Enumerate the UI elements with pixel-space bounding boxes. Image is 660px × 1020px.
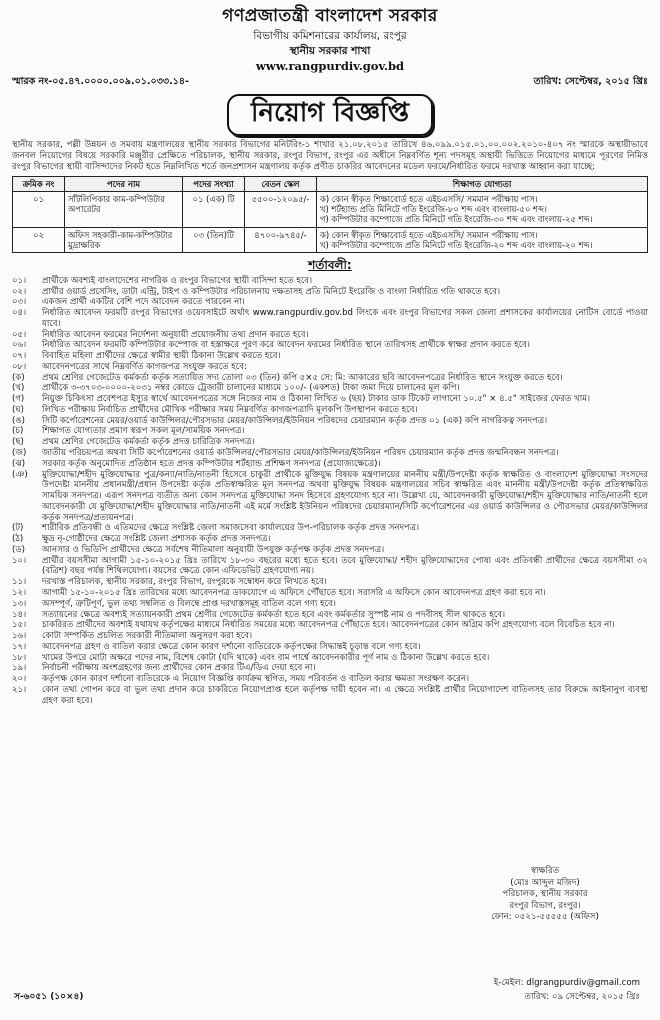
condition-number: (ছ) [12,437,24,448]
condition-item [12,556,648,578]
condition-text: প্রথম শ্রেণির গেজেটেড কর্মকর্তা কর্তৃক প্রদত্ত চারিত্রিক সনদপত্র। [42,437,255,448]
condition-number: ০১। [12,275,27,286]
condition-text: চাকরিরত প্রার্থীদের অবশ্যই যথাযথ কর্তৃপক্ষের মাধ্যমে নির্ধারিত সময়ের মধ্যে আবেদনপত্র পৌঁছাতে হবে। আবেদনপত্রের কোন অগ্রিম কপি গ্রহণযোগ্য বলে বিবেচিত হবে না। [42,620,615,631]
header-count: পদের সংখ্যা [183,176,245,191]
condition-number: ১২। [12,587,27,598]
memo-date: তারিখ: সেপ্টেম্বর, ২০১৫ খ্রিঃ [533,76,648,88]
condition-item [12,437,648,448]
row-count: ০৩ (তিন)টি [183,227,245,253]
condition-number: ০৬। [12,340,27,351]
condition-number: ০৪। [12,308,27,319]
signature-block [450,866,640,924]
signature-date: তারিখ: ০৯ সেপ্টেম্বর, ২০১৫ খ্রিঃ [524,992,640,1002]
condition-number: (ড) [12,544,25,555]
condition-item [12,373,648,384]
qualification-line: গ) কম্পিউটার কম্পোজে প্রতি মিনিটে গতি ইংরেজি-৩০ শব্দ এবং বাংলায়-২৫ শব্দ। [320,214,593,225]
condition-item [12,362,648,373]
header-qualification: শিক্ষাগত যোগ্যতা [317,176,648,191]
condition-item [12,663,648,674]
condition-number: ১৩। [12,598,27,609]
notice-title: নিয়োগ বিজ্ঞপ্তি [227,94,433,136]
condition-text: খামের উপরে মোটা অক্ষরে পদের নাম, বিশেষ কোটা (যদি থাকে) এবং বাম পার্শ্বে আবেদনকারীর পূর্ণ নাম ও ঠিকানা উল্লেখ করতে হবে। [42,652,490,663]
condition-number: ১৮। [12,652,27,663]
condition-text: আবেদনপত্রের সাথে নিম্নবর্ণিত কাগজপত্র সংযুক্ত করতে হবে: [42,361,247,372]
condition-number: (খ) [12,383,25,394]
condition-number: (ট) [12,523,24,534]
condition-number: (ঞ) [12,469,28,480]
row-post: অফিস সহকারী-কাম-কম্পিউটার মুদ্রাক্ষরিক [65,227,183,253]
row-serial: ০২ [13,227,65,253]
publication-code: স-৬০৫১ (১০×৪) [14,992,84,1002]
condition-text: একজন প্রার্থী একটির বেশি পদে আবেদন করতে পারবেন না। [42,297,245,308]
table-row [13,191,648,227]
condition-number: (গ) [12,394,25,405]
qualification-line: ক) কোন স্বীকৃত শিক্ষাবোর্ড হতে এইচএসসি/ সমমান পরীক্ষায় পাস। [320,229,538,240]
row-serial: ০১ [13,191,65,227]
conditions-list [12,276,648,707]
condition-item [12,297,648,308]
signatory-designation: পরিচালক, স্থানীয় সরকার [502,889,588,900]
header-serial: ক্রমিক নং [13,176,65,191]
condition-item [12,340,648,351]
condition-item [12,459,648,470]
condition-item [12,642,648,653]
condition-number: ২১। [12,684,27,695]
table-row [13,227,648,253]
condition-text: জাতীয় পরিচয়পত্র অথবা সিটি কর্পোরেশনের ওয়ার্ড কাউন্সিলর/পৌরসভার মেয়র/কাউন্সিলর/ইউনিয়ন পরিষদ চেয়ারম্যান কর্তৃক প্রদত্ত জন্মনিবন্ধন সনদপত্র। [42,448,559,459]
condition-item [12,383,648,394]
condition-item [12,276,648,287]
conditions-title: শর্তাবলী: [308,258,352,273]
condition-item [12,470,648,524]
condition-text: প্রার্থীকে ৩-৩৭০৩-০০০০-২০৩১ নম্বর কোডে ট্রেজারী চালানের মাধ্যমে ১০০/- (একশত) টাকা জমা দিয়ে চালানের মূল কপি। [42,383,460,394]
condition-number: ১৬। [12,631,27,642]
condition-text: মুক্তিযোদ্ধা/শহীদ মুক্তিযোদ্ধার পুত্র/কন্যা/নাতি/নাতনী হিসেবে চাকুরী প্রার্থীকে মুক্তিযুদ্ধ বিষয়ক মন্ত্রণালয়ের মাননীয় মন্ত্রী/উপদেষ্টা কর্তৃক স্বাক্ষরিত ও বাংলাদেশ মুক্তিযোদ্ধা সংসদের উপদেষ্টা মাননীয় প্রধানমন্ত্রী/প্রধান উপদেষ্টা কর্তৃক প্রতিস্বাক্ষরিত মূল সনদপত্র অথবা মুক্তিযুদ্ধ বিষয়ক মন্ত্রণালয়ের সচিব স্বাক্ষরিত এবং মাননীয় মন্ত্রী/উপদেষ্টা কর্তৃক প্রতিস্বাক্ষরিত সাময়িক সনদপত্র। এরূপ সনদপত্র ব্যতীত অন্য কোন সনদপত্র মুক্তিযোদ্ধা সনদ হিসেবে গ্রহণযোগ্য হবে না। উল্লেখ্য যে, আবেদনকারী মুক্তিযোদ্ধা/শহীদ মুক্তিযোদ্ধার নাতি/নাতনী হলে আবেদনকারী যে মুক্তিযোদ্ধা/শহীদ মুক্তিযোদ্ধার নাতি/নাতনী এই মর্মে সংশ্লিষ্ট ইউনিয়ন পরিষদের চেয়ারম্যান/সিটি কর্পোরেশনের এর ওয়ার্ড কাউন্সিলর ও পৌরসভার মেয়র/কাউন্সিলর কর্তৃক সনদপত্র/প্রত্যয়নপত্র। [42,469,648,523]
condition-number: ০৭। [12,351,27,362]
condition-text: প্রার্থীকে অবশ্যই বাংলাদেশের নাগরিক ও রংপুর বিভাগের স্থায়ী বাসিন্দা হতে হবে। [42,275,313,286]
website-text: www.rangpurdiv.gov.bd [255,59,405,74]
condition-text: কর্তৃপক্ষ কোন কারণ দর্শানো ব্যতিরেকে এ নিয়োগ বিজ্ঞপ্তি কার্যক্রম স্থগিত, সময় পরিবর্তন ও বাতিল করার ক্ষমতা সংরক্ষণ করেন। [42,674,470,685]
condition-item [12,588,648,599]
row-qualifications [317,227,648,253]
condition-text: প্রার্থীর ওয়ার্ড প্রসেসিং, ডাটা এন্ট্রি, টাইপ ও কম্পিউটার পরিচালনায় দক্ষতাসহ প্রতি মিনিটে ইংরেজি ও বাংলা নির্ধারিত গতি থাকতে হবে। [42,286,501,297]
signature-label: স্বাক্ষরিত [530,866,560,876]
condition-number: ১৫। [12,620,27,631]
condition-item [12,631,648,642]
title-wrap [12,94,648,136]
condition-text: নির্ধারিত আবেদন ফরমটি রংপুর বিভাগের ওয়েবসাইটে অর্থাৎ www.rangpurdiv.gov.bd লিংকে এবং রংপুর বিভাগের সকল জেলা প্রশাসকের কার্যালয়ের নোটিস বোর্ডে পাওয়া যাবে। [42,308,648,329]
condition-item [12,405,648,416]
row-scale: ৫৫০০-১২০৯৫/- [245,191,317,227]
condition-number: (জ) [12,448,27,459]
condition-number: ১১। [12,577,27,588]
condition-item [12,416,648,427]
condition-text: কোটা সম্পর্কিত প্রচলিত সরকারী নীতিমালা অনুসরণ করা হবে। [42,631,253,642]
condition-text: শিক্ষাগত যোগ্যতার প্রমাণ স্বরূপ সকল মূল/সাময়িক সনদপত্র। [42,426,245,437]
condition-number: ১৯। [12,663,27,674]
memo-row [12,76,648,88]
condition-number: (ক) [12,372,25,383]
condition-text: আনসার ও ভিডিপি প্রার্থীদের ক্ষেত্রে সর্বশেষ নীতিমালা অনুযায়ী উপযুক্ত কর্তৃপক্ষ কর্তৃক প্রদত্ত সনদপত্র। [42,544,385,555]
condition-number: ০৮। [12,361,27,372]
condition-text: নিয়ুক্ত চিকিৎসা প্রবেশপত্র ইস্যুর স্বার্থে আবেদনপত্রের সঙ্গে নিজের নাম ও ঠিকানা লিখিত ৬ (ছয়) টাকার ডাক টিকেট লাগানো ১০.৫" × ৪.৫" সাইজের ফেরত খাম। [42,394,591,405]
condition-text: কোন তথ্য গোপন করে বা ভুল তথ্য প্রদান করে চাকরিতে নিয়োগপ্রাপ্ত হলে কর্তৃপক্ষ দায়ী হবেন না। এ ক্ষেত্রে সংশ্লিষ্ট প্রার্থীর নিয়োগাদেশ বাতিলসহ তার বিরুদ্ধে আইনানুগ ব্যবস্থা গ্রহণ করা হবে। [42,684,648,706]
condition-number: (ঙ) [12,415,25,426]
condition-item [12,287,648,298]
office-email: ই-মেইল: dlgrangpurdiv@gmail.com [493,978,640,988]
header-post: পদের নাম [65,176,183,191]
condition-item [12,685,648,707]
condition-text: লিখিত পরীক্ষায় নির্বাচিত প্রার্থীদের মৌখিক পরীক্ষার সময় নিম্নবর্ণিত কাগজপত্রাদি মূলকপি উপস্থাপন করতে হবে। [42,404,418,415]
condition-text: আবেদনপত্র গ্রহণ ও বাতিল করার ক্ষেত্রে কোন কারণ দর্শানো ব্যতিরেকে কর্তৃপক্ষের সিদ্ধান্তই চূড়ান্ত বলে গণ্য হবে। [42,641,421,652]
condition-item [12,599,648,610]
condition-text: সত্যায়নের ক্ষেত্রে অবশ্যই সত্যায়নকারী প্রথম শ্রেণীর গেজেটেড কর্মকর্তা হতে হবে এবং কর্মকর্তার সুস্পষ্ট নাম ও পদবীসহ সীল থাকতে হবে। [42,609,506,620]
government-name: গণপ্রজাতন্ত্রী বাংলাদেশ সরকার [222,6,438,26]
row-scale: ৪৭০০-৯৭৪৫/- [245,227,317,253]
condition-text: নির্ধারিত আবেদন ফরমের নির্দেশনা অনুযায়ী প্রয়োজনীয় তথ্য প্রদান করতে হবে। [42,329,309,340]
qualification-line: খ) কম্পিউটার কম্পোজে প্রতি মিনিটে গতি ইংরেজি-২০ শব্দ এবং বাংলায়-২০ শব্দ। [320,239,593,250]
condition-number: ০৩। [12,297,27,308]
condition-item [12,308,648,330]
row-post: সাঁটলিপিকার কাম-কম্পিউটার অপারেটর [65,191,183,227]
condition-text: ক্ষুদ্র নৃ-গোষ্ঠীদের ক্ষেত্রে সংশ্লিষ্ট জেলা প্রশাসক কর্তৃক প্রদত্ত সনদপত্র। [42,534,271,545]
header-scale: বেতন স্কেল [245,176,317,191]
condition-number: (চ) [12,426,24,437]
office-phone: ফোন: ০৫২১-৫৫৫৫৫ (অফিস) [491,912,599,923]
condition-text: নির্ধারিত আবেদন ফরমটি কম্পিউটার কম্পোজ বা হস্তাক্ষরে পূরণ করে আবেদন ফরমের নির্ধারিত স্থানে তারিখসহ প্রার্থীকে স্বাক্ষর প্রদান করতে হবে। [42,340,530,351]
signatory-name: (মোঃ আব্দুল মজিদ) [510,877,580,888]
condition-item [12,351,648,362]
condition-item [12,523,648,534]
notice-page [6,0,654,1012]
condition-text: অসম্পূর্ণ, ত্রুটিপূর্ণ, ভুল তথ্য সম্বলিত ও বিলম্বে প্রাপ্ত দরখাস্তসমূহ বাতিল বলে গণ্য হবে। [42,598,336,609]
condition-item [12,330,648,341]
condition-item [12,653,648,664]
condition-number: (ঠ) [12,534,24,545]
qualification-line: খ) শর্টহ্যান্ড প্রতি মিনিটে গতি ইংরেজি-৮০ শব্দ এবং বাংলায়-৫০ শব্দ। [320,204,547,215]
condition-item [12,620,648,631]
posts-table [12,176,648,254]
condition-number: ১৭। [12,641,27,652]
table-header-row [13,176,648,191]
condition-text: নির্বাচনী পরীক্ষায় অংশগ্রহণের জন্য প্রার্থীদের কোন প্রকার টিএ/ডিএ দেয়া হবে না। [42,663,316,674]
row-count: ০১ (এক) টি [183,191,245,227]
condition-item [12,577,648,588]
condition-item [12,610,648,621]
memo-number: স্মারক নং-০৫.৪৭.০০০০.০০৯.০১.০৩৩.১৪- [12,76,189,88]
condition-number: ১৪। [12,609,27,620]
condition-item [12,534,648,545]
signatory-division: রংপুর বিভাগ, রংপুর। [509,900,581,911]
branch-name: স্থানীয় সরকার শাখা [289,44,371,57]
condition-text: সিটি কর্পোরেশনের মেয়র/ওয়ার্ড কাউন্সিলর/পৌরসভার মেয়র/কাউন্সিলর/ইউনিয়ন পরিষদের চেয়ারম্যান কর্তৃক প্রদত্ত ০১ (এক) কপি নাগরিকত্ব সনদপত্র। [42,415,548,426]
condition-text: শারীরিক প্রতিবন্ধী ও এতিমদের ক্ষেত্রে সংশ্লিষ্ট জেলা সমাজসেবা কার্যালয়ের উপ-পরিচালক কর্তৃক প্রদত্ত সনদপত্র। [42,523,420,534]
condition-text: প্রথম শ্রেণির গেজেটেড কর্মকর্তা কর্তৃক সত্যায়িত সদ্য তোলা ০৩ (তিন) কপি ৫×৫ সে: মি: আকারের ছবি আবেদনপত্রের নির্ধারিত স্থানে সংযুক্ত করতে হবে। [42,372,563,383]
qualification-line: ক) কোন স্বীকৃত শিক্ষাবোর্ড হতে এইচএসসি/ সমমান পরীক্ষায় পাস। [320,193,538,204]
condition-text: বিবাহিত মহিলা প্রার্থীদের ক্ষেত্রে স্বামীর স্থায়ী ঠিকানা উল্লেখ করতে হবে। [42,351,281,362]
condition-text: দরখাস্ত পরিচালক, স্থানীয় সরকার, রংপুর বিভাগ, রংপুরকে সম্বোধন করে লিখতে হবে। [42,577,327,588]
condition-number: (ঝ) [12,458,26,469]
condition-number: ০৫। [12,329,27,340]
condition-item [12,426,648,437]
office-name: বিভাগীয় কমিশনারের কার্যালয়, রংপুর [253,29,407,42]
intro-paragraph: স্থানীয় সরকার, পল্লী উন্নয়ন ও সমবায় মন্ত্রণালয়ের স্থানীয় সরকার বিভাগের মনিটরিং-১ শাখার ২১.০৮.২০১৫ তারিখে ৪৬.০৯৯.০১৫.০১.০০.০০২.২০১০-৪০৭ নং স্মারকে অস্থায়ীভাবে জনবল নিয়োগের বিষয়ে সরকারি মঞ্জুরীর প্রেক্ষিতে পরিচালক, স্থানীয় সরকার, রংপুর বিভাগ, রংপুর এর অধীনে নিম্নবর্ণিত শূন্য পদসমূহ অস্থায়ী ভিত্তিতে নিয়োগের মাধ্যমে পূরণের নিমিত্ত রংপুর বিভাগের স্থায়ী বাসিন্দাদের নিকট হতে নিম্নলিখিত শর্তে জনপ্রশাসন মন্ত্রণালয় কর্তৃক প্রণীত চাকরির আবেদনের মডেল ফরমে/নির্ধারিত ফরমে দরখাস্ত আহ্বান করা যাচ্ছে: [12,139,648,172]
condition-item [12,545,648,556]
condition-number: ২০। [12,674,27,685]
condition-text: প্রার্থীর বয়সসীমা আগামী ১৫-১০-২০১৫ খ্রিঃ তারিখে ১৮-৩০ বছরের মধ্যে হতে হবে। তবে মুক্তিযোদ্ধা/ শহীদ মুক্তিযোদ্ধাদের পোষ্য এবং প্রতিবন্ধী প্রার্থীদের ক্ষেত্রে বয়সসীমা ৩২ (বত্রিশ) বছর পর্যন্ত শিথিলযোগ্য। বয়সের ক্ষেত্রে কোন এফিডেভিট গ্রহণযোগ্য নয়। [42,555,648,577]
row-qualifications [317,191,648,227]
condition-text: সরকার কর্তৃক অনুমোদিত প্রতিষ্ঠান হতে প্রদত্ত কম্পিউটার শর্টহ্যান্ড প্রশিক্ষণ সনদপত্র (প্রযোজ্যক্ষেত্রে)। [42,458,381,469]
condition-item [12,394,648,405]
condition-number: ১০। [12,555,27,566]
condition-number: (ঘ) [12,404,24,415]
condition-text: আগামী ১৫-১০-২০১৫ খ্রিঃ তারিখের মধ্যে আবেদনপত্র ডাকযোগে এ অফিসে পৌঁছাতে হবে। সরাসরি এ অফিসে কোন আবেদনপত্র গ্রহণ করা হবে না। [42,587,546,598]
condition-item [12,674,648,685]
condition-number: ০২। [12,286,27,297]
condition-item [12,448,648,459]
